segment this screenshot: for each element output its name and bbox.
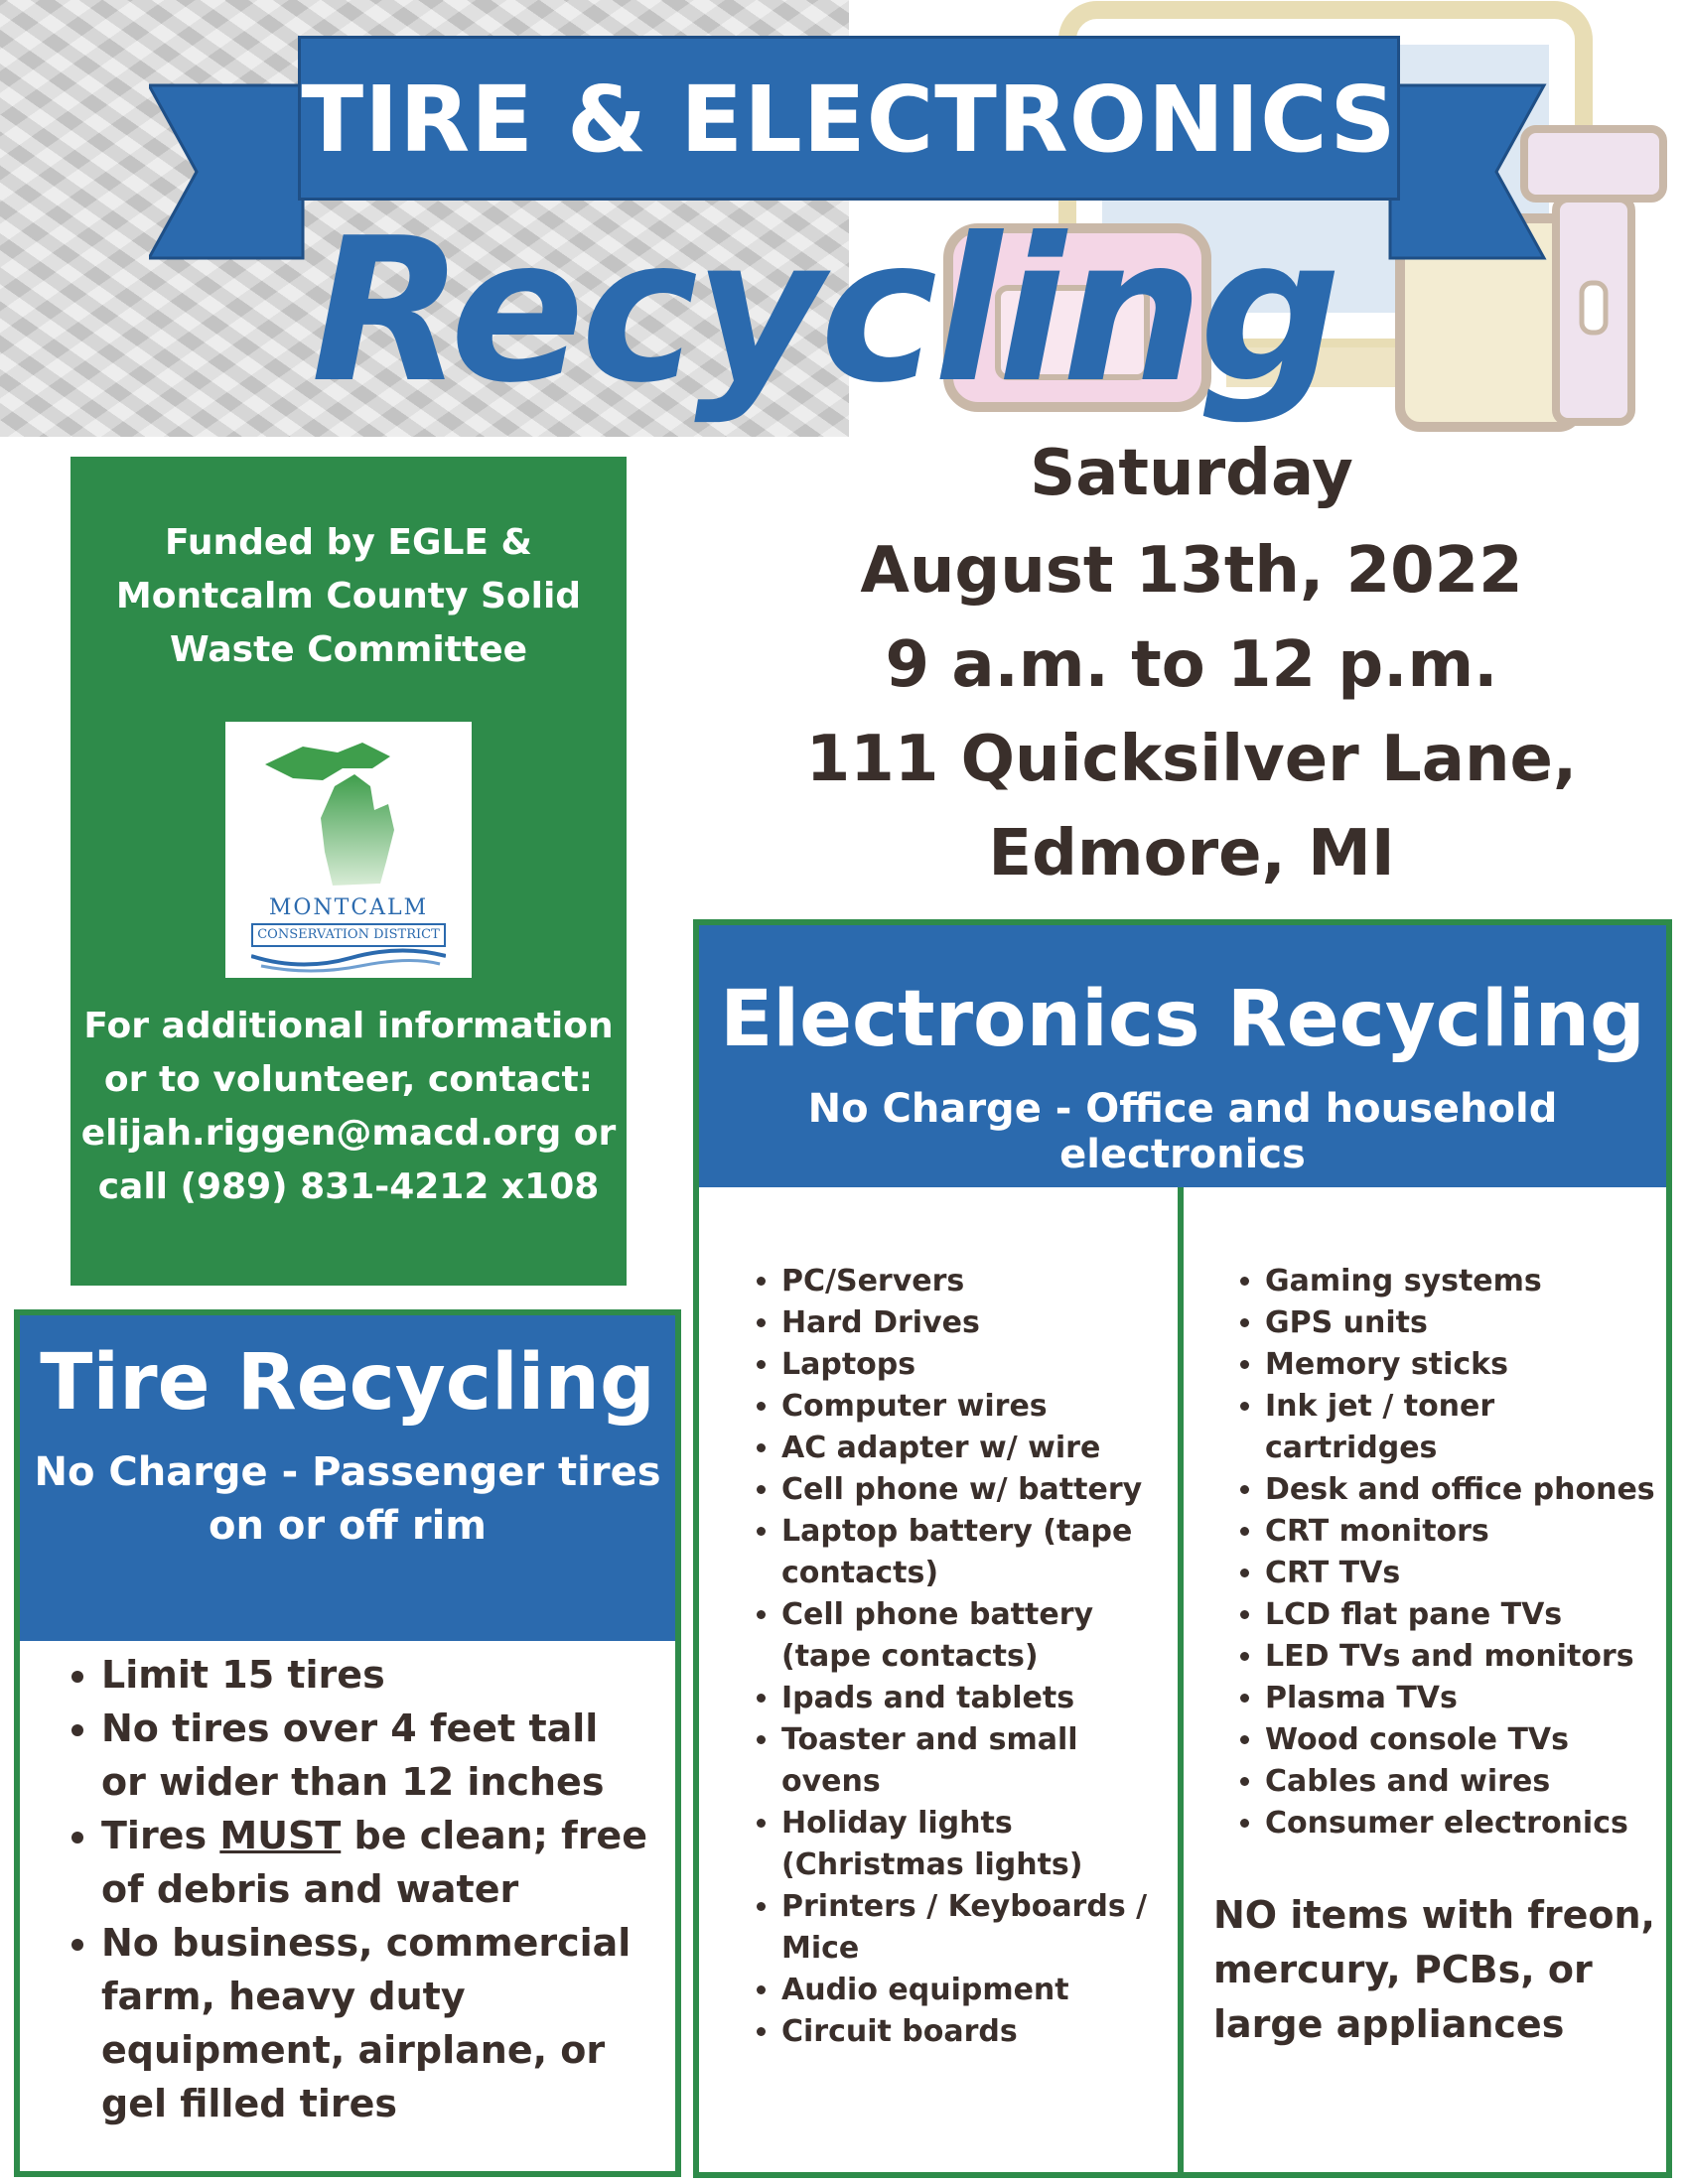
list-item: • Holiday lights (Christmas lights) — [781, 1803, 1167, 1886]
contact-email[interactable]: elijah.riggen@macd.org or — [80, 1113, 617, 1154]
list-item: • Printers / Keyboards / Mice — [781, 1886, 1167, 1970]
list-item: • Audio equipment — [781, 1970, 1167, 2011]
column-divider — [1178, 1187, 1184, 2178]
recycling-heading: Recycling — [311, 195, 1337, 427]
logo-wordmark: MONTCALM — [268, 895, 429, 920]
list-item: • Hard Drives — [781, 1302, 1167, 1344]
funded-line1: Funded by EGLE & — [165, 522, 532, 563]
list-item: • No tires over 4 feet tall or wider than 12 inches — [101, 1702, 655, 1809]
event-address-line2: Edmore, MI — [988, 817, 1395, 890]
list-item: • CRT TVs — [1265, 1553, 1660, 1594]
contact-line1: For additional information — [83, 1006, 614, 1046]
list-item: • Cell phone w/ battery — [781, 1469, 1167, 1511]
michigan-map-icon — [263, 735, 437, 893]
list-item: • Desk and office phones — [1265, 1469, 1660, 1511]
list-item: • LED TVs and monitors — [1265, 1636, 1660, 1678]
electronics-recycling-subtitle: No Charge - Office and household electronics — [807, 1086, 1558, 1177]
list-item: • PC/Servers — [781, 1261, 1167, 1302]
tire-recycling-subtitle-line1: No Charge - Passenger tires — [34, 1449, 661, 1495]
event-day: Saturday — [1030, 437, 1353, 510]
logo-wave-icon — [251, 948, 446, 974]
list-item: • No business, commercial farm, heavy duty equipment, airplane, or gel filled tires — [101, 1916, 655, 2130]
list-item: • Plasma TVs — [1265, 1678, 1660, 1719]
list-item: • Consumer electronics — [1265, 1803, 1660, 1844]
list-item — [101, 1809, 655, 1916]
list-item-text: Tires — [101, 1814, 220, 1857]
list-item: • LCD flat pane TVs — [1265, 1594, 1660, 1636]
list-item: • Toaster and small ovens — [781, 1719, 1167, 1803]
list-item: • Memory sticks — [1265, 1344, 1660, 1386]
electronics-list-right — [1223, 1261, 1660, 1844]
list-item: • AC adapter w/ wire — [781, 1428, 1167, 1469]
list-item: • Cables and wires — [1265, 1761, 1660, 1803]
electronics-list-left — [740, 1261, 1167, 2053]
event-date: August 13th, 2022 — [860, 534, 1523, 608]
list-item: • Ipads and tablets — [781, 1678, 1167, 1719]
funded-line3: Waste Committee — [169, 629, 528, 670]
list-item-text: be clean; free of debris and water — [101, 1814, 647, 1911]
tire-recycling-title: Tire Recycling — [40, 1338, 655, 1428]
list-item: • Limit 15 tires — [101, 1648, 655, 1702]
event-address-line1: 111 Quicksilver Lane, — [805, 723, 1578, 796]
contact-line2: or to volunteer, contact: — [103, 1059, 594, 1100]
funded-line2: Montcalm County Solid — [115, 576, 582, 616]
list-item: • Laptops — [781, 1344, 1167, 1386]
banner-title: TIRE & ELECTRONICS — [301, 66, 1397, 173]
list-item: • GPS units — [1265, 1302, 1660, 1344]
excluded-items-note: NO items with freon, mercury, PCBs, or large appliances — [1213, 1893, 1655, 2046]
list-item: • Gaming systems — [1265, 1261, 1660, 1302]
electronics-recycling-title: Electronics Recycling — [720, 975, 1645, 1064]
list-item: • Circuit boards — [781, 2011, 1167, 2053]
list-item: • Wood console TVs — [1265, 1719, 1660, 1761]
list-item: • Cell phone battery (tape contacts) — [781, 1594, 1167, 1678]
tire-rules-list — [40, 1648, 655, 2130]
emphasis-text: MUST — [219, 1814, 342, 1857]
contact-phone[interactable]: call (989) 831-4212 x108 — [97, 1166, 600, 1207]
list-item: • Laptop battery (tape contacts) — [781, 1511, 1167, 1594]
logo-subtitle: CONSERVATION DISTRICT — [251, 923, 446, 947]
event-time: 9 a.m. to 12 p.m. — [885, 628, 1498, 702]
list-item: • Ink jet / toner cartridges — [1265, 1386, 1660, 1469]
list-item: • CRT monitors — [1265, 1511, 1660, 1553]
tire-recycling-subtitle-line2: on or off rim — [209, 1503, 487, 1549]
list-item: • Computer wires — [781, 1386, 1167, 1428]
